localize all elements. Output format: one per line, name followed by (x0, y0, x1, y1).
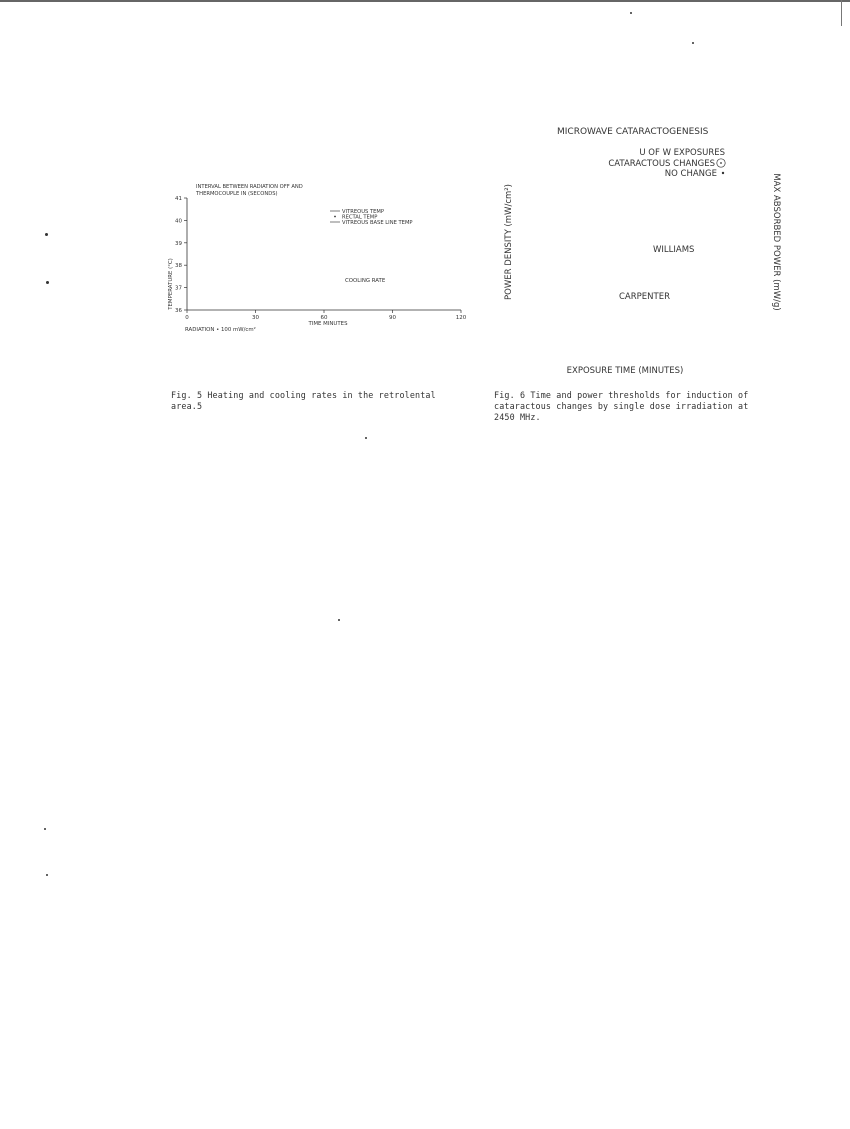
caption-line: cataractous changes by single dose irradiation at (494, 401, 749, 411)
fig5-x-label: TIME MINUTES (308, 321, 348, 327)
x-tick-label: 120 (455, 315, 467, 321)
y-tick-label: 36 (175, 308, 182, 314)
scan-speck (630, 12, 632, 14)
figure-6-chart (495, 112, 795, 387)
fig6-y-label-left: POWER DENSITY (mW/cm²) (504, 183, 514, 301)
fig5-radiation-note: RADIATION • 100 mW/cm² (185, 327, 256, 333)
figure-6 (495, 112, 795, 387)
scan-speck (45, 233, 48, 236)
legend-swatch-circled-point-dot (720, 162, 722, 164)
page-right-edge (841, 0, 842, 26)
fig5-ticks (175, 196, 467, 321)
figure-5 (160, 176, 480, 346)
caption-line: 2450 MHz. (494, 412, 541, 422)
x-tick-label: 30 (252, 315, 259, 321)
figure-5-chart (160, 176, 480, 346)
figure-6-caption (494, 390, 748, 423)
fig6-legend-header: U OF W EXPOSURES (639, 148, 725, 158)
caption-line: area.5 (171, 401, 203, 411)
scan-speck (338, 619, 340, 621)
y-tick-label: 38 (175, 263, 182, 270)
fig6-legend-nochange: NO CHANGE (664, 169, 717, 179)
fig5-cooling-label: COOLING RATE (345, 278, 386, 284)
y-tick-label: 40 (175, 218, 182, 225)
fig6-x-label: EXPOSURE TIME (MINUTES) (566, 366, 684, 376)
scan-speck (46, 281, 49, 284)
caption-line: Fig. 5 Heating and cooling rates in the retrolental (171, 390, 436, 400)
scan-speck (365, 437, 367, 439)
legend-label-rectal: RECTAL TEMP (342, 214, 378, 221)
legend-swatch-point (722, 172, 724, 174)
figure-5-caption (171, 390, 436, 412)
fig5-y-label: TEMPERATURE (°C) (168, 258, 174, 310)
fig5-legend (330, 209, 413, 226)
legend-swatch-rectal (334, 216, 336, 218)
y-tick-label: 41 (175, 196, 182, 202)
y-tick-label: 37 (175, 285, 182, 292)
scan-speck (46, 874, 48, 876)
scan-speck (692, 42, 694, 44)
legend-label-baseline: VITREOUS BASE LINE TEMP (342, 220, 413, 226)
page-top-edge (0, 0, 850, 2)
fig6-title: MICROWAVE CATARACTOGENESIS (557, 127, 709, 137)
x-tick-label: 0 (185, 315, 189, 321)
legend-label-vitreous: VITREOUS TEMP (342, 209, 385, 215)
fig5-header-line-1: INTERVAL BETWEEN RADIATION OFF AND (196, 184, 303, 190)
fig6-y-label-right: MAX ABSORBED POWER (mW/g) (771, 173, 781, 311)
fig6-williams-label: WILLIAMS (653, 245, 695, 255)
fig6-carpenter-label: CARPENTER (619, 292, 670, 302)
y-tick-label: 39 (175, 240, 182, 247)
scan-speck (44, 828, 46, 830)
fig6-legend-changes: CATARACTOUS CHANGES (608, 159, 715, 169)
fig5-header-line-2: THERMOCOUPLE IN (SECONDS) (196, 191, 278, 197)
caption-line: Fig. 6 Time and power thresholds for induction of (494, 390, 749, 400)
x-tick-label: 60 (320, 315, 328, 321)
x-tick-label: 90 (389, 315, 396, 321)
